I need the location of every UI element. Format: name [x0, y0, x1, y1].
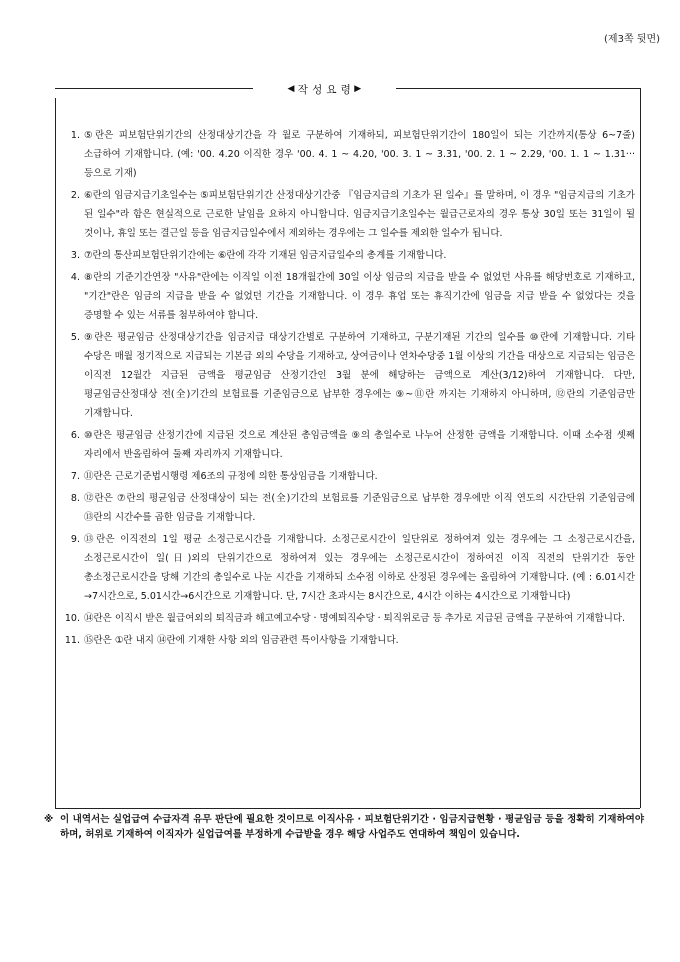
item-number: 11.	[64, 635, 80, 646]
section-title	[253, 80, 396, 98]
item-text: ⑬란은 이직전의 1일 평균 소정근로시간을 기재합니다. 소정근로시간이 일단위로 정하여져 있는 경우에는 그 소정근로시간을, 소정근로시간이 일(日)외의 단위기간으로 정하여져 있는 경우에는 소정근로시간이 정하여진 이직 직전의 단위기간 동안 총소정근로시간을 당해 기간의 총일수로 나눈 시간을 기재하되 소수점 이하로 산정된 경우에는 올림하여 기재합니다. (예 : 6.01시간→7시간으로, 5.01시간→6시간으로 기재합니다. 단, 7시간 초과시는 8시간으로, 4시간 이하는 4시간으로 기재합니다)	[84, 534, 635, 602]
instruction-item	[60, 328, 635, 423]
item-number: 1.	[70, 130, 80, 141]
item-number: 8.	[70, 493, 80, 504]
instruction-item	[60, 467, 635, 486]
instruction-item	[60, 186, 635, 243]
item-number: 6.	[70, 430, 80, 441]
box-border-bottom	[55, 808, 640, 809]
footnote	[44, 812, 644, 842]
item-number: 2.	[70, 190, 80, 201]
instruction-item	[60, 609, 635, 628]
item-number: 5.	[70, 332, 80, 343]
item-text: ⑮란은 ①란 내지 ⑭란에 기재한 사항 외의 임금관련 특이사항을 기재합니다.	[84, 635, 399, 646]
left-triangle-icon: ◀	[287, 83, 295, 94]
item-number: 9.	[70, 534, 80, 545]
item-text: ⑤란은 피보험단위기간의 산정대상기간을 각 월로 구분하여 기재하되, 피보험단위기간이 180일이 되는 기간까지(통상 6~7줄) 소급하여 기재합니다. (예: '00. 4.20 이직한 경우 '00. 4. 1 ~ 4.20, '00. 3. 1 ~ 3.31, '00. 2. 1 ~ 2.29, '00. 1. 1 ~ 1.31··· 등으로 기재)	[84, 130, 635, 179]
instruction-item	[60, 126, 635, 183]
box-border-left	[55, 98, 56, 808]
box-border-right	[640, 88, 641, 808]
section-title-text: 작 성 요 령	[297, 83, 352, 96]
section-title-row	[55, 80, 640, 98]
item-text: ⑦란의 통산피보험단위기간에는 ⑥란에 각각 기재된 임금지급일수의 총계를 기재합니다.	[84, 250, 447, 261]
instruction-list	[60, 126, 635, 653]
item-number: 3.	[70, 250, 80, 261]
item-text: ⑪란은 근로기준법시행령 제6조의 규정에 의한 통상임금을 기재합니다.	[84, 471, 378, 482]
item-number: 7.	[70, 471, 80, 482]
instruction-item	[60, 631, 635, 650]
item-text: ⑭란은 이직시 받은 월급여외의 퇴직금과 해고예고수당 · 명예퇴직수당 · 퇴직위로금 등 추가로 지급된 금액을 구분하여 기재합니다.	[84, 613, 626, 624]
page-label: (제3쪽 뒷면)	[604, 34, 660, 45]
instruction-item	[60, 489, 635, 527]
title-rule-right	[396, 88, 640, 89]
item-number: 4.	[70, 272, 80, 283]
item-text: ⑩란은 평균임금 산정기간에 지급된 것으로 계산된 총임금액을 ⑨의 총일수로 나누어 산정한 금액을 기재합니다. 이때 소수점 셋째 자리에서 반올림하여 둘째 자리까지 기재합니다.	[84, 430, 635, 460]
item-text: ⑫란은 ⑦란의 평균임금 산정대상이 되는 전(全)기간의 보험료를 기준임금으로 납부한 경우에만 이직 연도의 시간단위 기준임금에 ⑬란의 시간수를 곱한 임금을 기재합니다.	[84, 493, 635, 523]
item-text: ⑨란은 평균임금 산정대상기간을 임금지급 대상기간별로 구분하여 기재하고, 구분기재된 기간의 일수를 ⑩란에 기재합니다. 기타 수당은 매월 정기적으로 지급되는 기본급 외의 수당을 기재하고, 상여금이나 연차수당중 1월 이상의 기간을 대상으로 지급되는 임금은 이직전 12월간 지급된 금액을 평균임금 산정기간인 3월 분에 해당하는 금액으로 계산(3/12)하여 기재합니다. 다만, 평균임금산정대상 전(全)기간의 보험료를 기준임금으로 납부한 경우에는 ⑨~⑪란 까지는 기재하지 아니하며, ⑫란의 기준임금만 기재합니다.	[84, 332, 635, 419]
title-rule-left	[55, 88, 253, 89]
instruction-item	[60, 426, 635, 464]
instruction-item	[60, 268, 635, 325]
reference-mark-icon: ※	[44, 814, 54, 825]
right-triangle-icon: ▶	[354, 83, 362, 94]
item-number: 10.	[64, 613, 80, 624]
item-text: ⑧란의 기준기간연장 "사유"란에는 이직일 이전 18개월간에 30일 이상 임금의 지급을 받을 수 없었던 사유를 해당번호로 기재하고, "기간"란은 임금의 지급을 받을 수 없었던 기간을 기재합니다. 이 경우 휴업 또는 휴직기간에 임금을 지급 받을 수 없었다는 것을 증명할 수 있는 서류를 첨부하여야 합니다.	[84, 272, 635, 321]
instruction-item	[60, 246, 635, 265]
instruction-item	[60, 530, 635, 606]
footnote-text: 이 내역서는 실업급여 수급자격 유무 판단에 필요한 것이므로 이직사유 · 피보험단위기간 · 임금지급현황 · 평균임금 등을 정확히 기재하여야 하며, 허위로 기재하여 이직자가 실업급여를 부정하게 수급받을 경우 해당 사업주도 연대하여 책임이 있습니다.	[60, 814, 644, 840]
item-text: ⑥란의 임금지급기초일수는 ⑤피보험단위기간 산정대상기간중 『임금지급의 기초가 된 일수』를 말하며, 이 경우 "임금지급의 기초가 된 일수"라 함은 현실적으로 근로한 날임을 요하지 아니합니다. 임금지급기초일수는 월급근로자의 경우 통상 30일 또는 31일이 될 것이나, 휴일 또는 결근일 등을 임금지급일수에서 제외하는 경우에는 그 일수를 제외한 일수가 됩니다.	[84, 190, 635, 239]
